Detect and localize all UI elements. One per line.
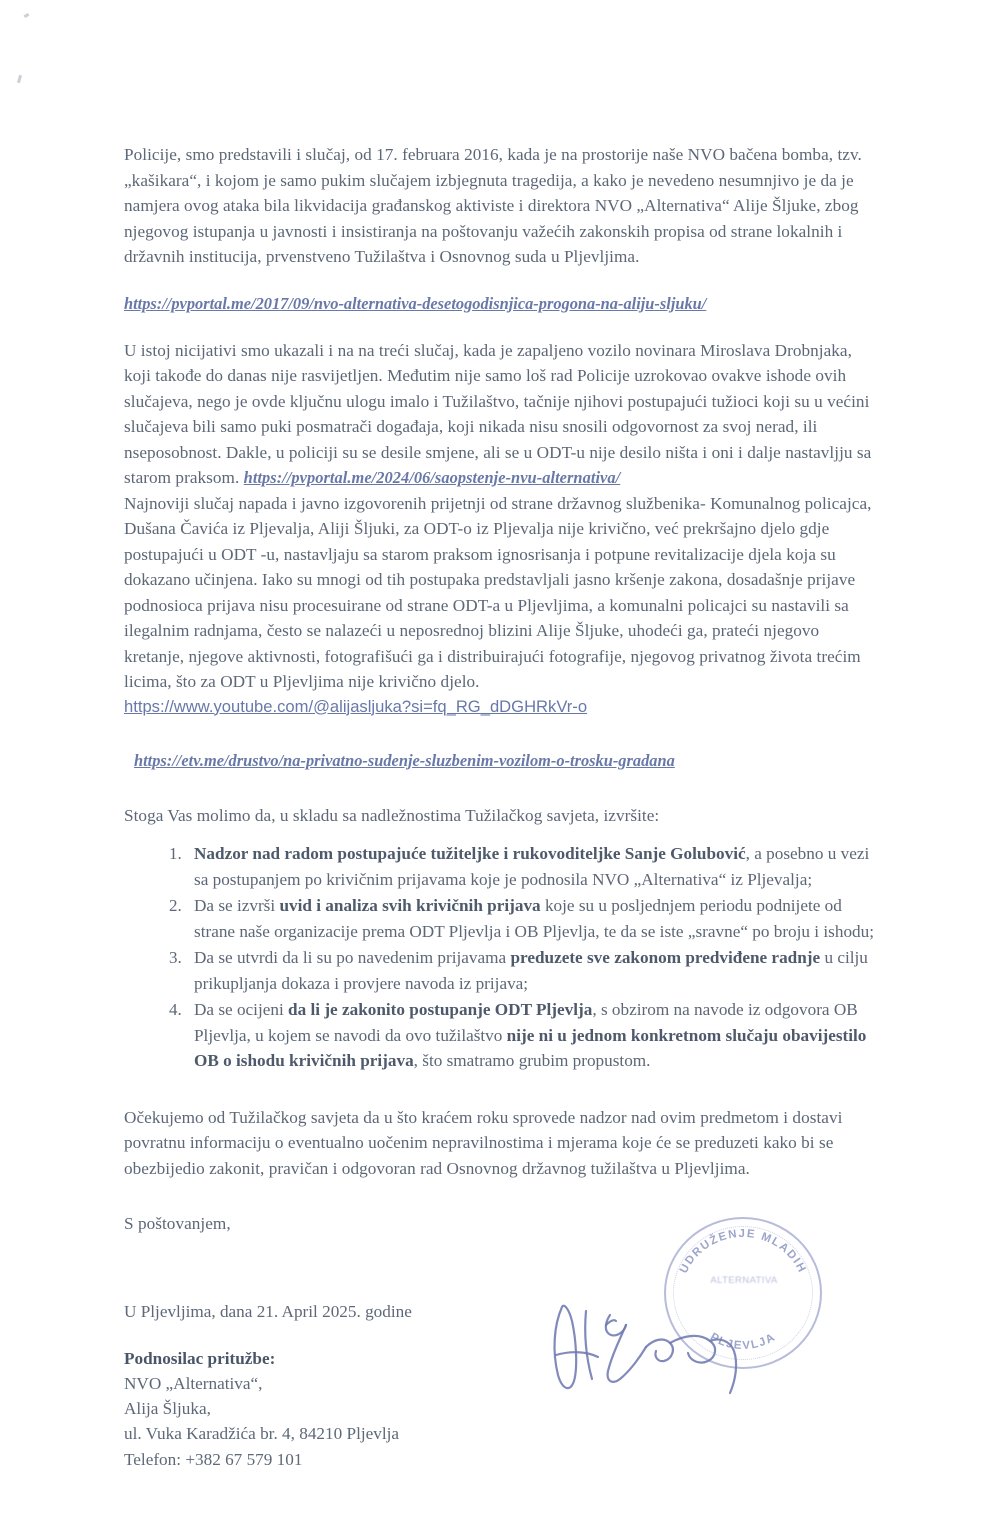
demands-list: [124, 841, 880, 1074]
spacer: [124, 773, 880, 803]
scan-artifact-icon: [17, 75, 22, 84]
submitter-person: Alija Šljuka,: [124, 1399, 211, 1419]
submitter-label: Podnosilac pritužbe:: [124, 1348, 276, 1368]
paragraph-2: [124, 338, 880, 491]
spacer: [124, 316, 880, 338]
spacer: [124, 1237, 880, 1277]
demand-4-mid: , s obzirom na navode iz odgovora OB Pljevlja, u kojem se navodi da ovo tužilaštvo: [194, 1000, 858, 1045]
spacer: [124, 828, 880, 841]
list-item: [186, 945, 880, 996]
demand-2-bold: uvid i analiza svih krivičnih prijava: [279, 896, 541, 915]
paragraph-2-text: U istoj nicijativi smo ukazali i na na treći slučaj, kada je zapaljeno vozilo novinara Miroslava Drobnjaka, koji takođe do danas nije rasvijetljen. Međutim nije samo loš rad Policije uzrokovao ovakve ishode ovih slučajeva, nego je ovde ključnu ulogu imalo i Tužilaštvo, tačnije njihovi postupajući tužioci koji su u većini slučajeva bili samo puki posmatrači događaja, koji nikada nisu snosili odgovornost za svoj nerad, ili nseposobnost. Dakle, u policiji su se desile smjene, ali se u ODT-u nije desilo ništa i oni i dalje nastavljju sa starom praksom.: [124, 340, 872, 487]
submitter-phone: Telefon: +382 67 579 101: [124, 1449, 303, 1469]
spacer: [124, 1075, 880, 1105]
closing-paragraph: Očekujemo od Tužilačkog savjeta da u što kraćem roku sprovede nadzor nad ovim predmetom i dostavi povratnu informaciju o eventualno uočenim nepravilnostima i mjerama koje će se preduzeti kako bi se obezbijedio zakonit, pravičan i odgovoran rad Osnovnog državnog tužilaštva u Pljevljima.: [124, 1107, 843, 1178]
list-item: [186, 841, 880, 892]
regards-line: S poštovanjem,: [124, 1214, 231, 1233]
link-etv-me[interactable]: https://etv.me/drustvo/na-privatno-sudenje-sluzbenim-vozilom-o-trosku-gradana: [134, 750, 675, 770]
demand-2-pre: Da se izvrši: [194, 896, 280, 915]
demand-1-rest: , a posebno u vezi sa postupanjem po krivičnim prijavama koje je podnosila NVO „Alternativa“ iz Pljevalja;: [194, 844, 870, 889]
paragraph-3: Najnoviji slučaj napada i javno izgovorenih prijetnji od strane državnog službenika- Komunalnog policajca, Dušana Čavića iz Pljevalja, Aliji Šljuki, za ODT-o iz Pljevalja nije krivično, već prekršajno djelo gdje postupajući u ODT -u, nastavljaju sa starom praksom ignosrisanja i potpune revitalizacije djela koja su dokazano učinjena. Iako su mnogi od tih postupaka predstavljali jasno kršenje zakona, dosadašnje prijave podnosioca prijava nisu procesuirane od strane ODT-a u Pljevljima, a komunalni policajci su nastavili sa ilegalnim radnjama, često se nalazeći u neposrednoj blizini Alije Šljuke, uhodeći ga, prateći njegovo kretanje, njegove aktivnosti, fotografišući ga i distribuirajući fotografije, njegovog privatnog života trećim licima, što za ODT u Pljevljima nije krivično djelo.: [124, 493, 872, 691]
list-item: [186, 893, 880, 944]
spacer: [124, 270, 880, 292]
list-item: [186, 997, 880, 1074]
spacer: [124, 1324, 880, 1346]
signature-block: [124, 1299, 880, 1472]
spacer: [124, 719, 880, 749]
demand-4-rest: , što smatramo grubim propustom.: [413, 1051, 651, 1070]
demand-1-bold: Nadzor nad radom postupajuće tužiteljke i rukovoditeljke Sanje Golubović: [194, 844, 746, 863]
submitter-address: ul. Vuka Karadžića br. 4, 84210 Pljevlja: [124, 1424, 400, 1444]
demand-2-rest: koje su u posljednjem periodu podnijete od strane naše organizacije prema ODT Pljevlja i OB Pljevlja, te da se iste „sravne“ po broju i ishodu;: [194, 896, 874, 941]
paragraph-1: Policije, smo predstavili i slučaj, od 17. februara 2016, kada je na prostorije naše NVO bačena bomba, tzv. „kašikara“, i kojom je samo pukim slučajem izbjegnuta tragedija, a kako je nevedeno nesumnjivo je da je namjera ovog ataka bila likvidacija građanskog aktiviste i direktora NVO „Alternativa“ Alije Šljuke, zbog njegovog istupanja u javnosti i insistiranja na poštovanju važećih zakonskih propisa od strane lokalnih i državnih institucija, prvenstveno Tužilaštva i Osnovnog suda u Pljevljima.: [124, 145, 862, 266]
place-date: U Pljevljima, dana 21. April 2025. godine: [124, 1301, 412, 1321]
demand-4-pre: Da se ocijeni: [194, 1000, 289, 1019]
demand-3-pre: Da se utvrdi da li su po navedenim prijavama: [194, 948, 511, 967]
document-body: [124, 142, 880, 1472]
demand-3-rest: u cilju prikupljanja dokaza i provjere navoda iz prijava;: [194, 948, 868, 993]
link-pvportal-2017[interactable]: https://pvportal.me/2017/09/nvo-alternativa-desetogodisnjica-progona-na-aliju-sljuku/: [124, 293, 707, 313]
seal-center-text: ALTERNATIVA: [710, 1275, 778, 1286]
seal-arc-bottom-text: PLJEVLJA: [707, 1331, 779, 1353]
demand-4-bold-b: nije ni u jednom konkretnom slučaju obavijestilo OB o ishodu krivičnih prijava: [194, 1025, 867, 1070]
link-youtube-alijasljuka[interactable]: https://www.youtube.com/@alijasljuka?si=fq_RG_dDGHRkVr-o: [124, 696, 588, 716]
seal-arc-top-text: UDRUŽENJE MLADIH: [677, 1227, 809, 1276]
scan-artifact-icon: [24, 13, 30, 18]
submitter-org: NVO „Alternativa“,: [124, 1373, 263, 1393]
spacer: [124, 1181, 880, 1211]
request-intro: Stoga Vas molimo da, u skladu sa nadležnostima Tužilačkog savjeta, izvršite:: [124, 805, 660, 825]
demand-3-bold: preduzete sve zakonom predviđene radnje: [510, 948, 821, 967]
spacer: [124, 1277, 880, 1299]
demand-4-bold-a: da li je zakonito postupanje ODT Pljevlja: [288, 1000, 593, 1019]
link-pvportal-2024[interactable]: https://pvportal.me/2024/06/saopstenje-nvu-alternativa/: [243, 468, 621, 487]
